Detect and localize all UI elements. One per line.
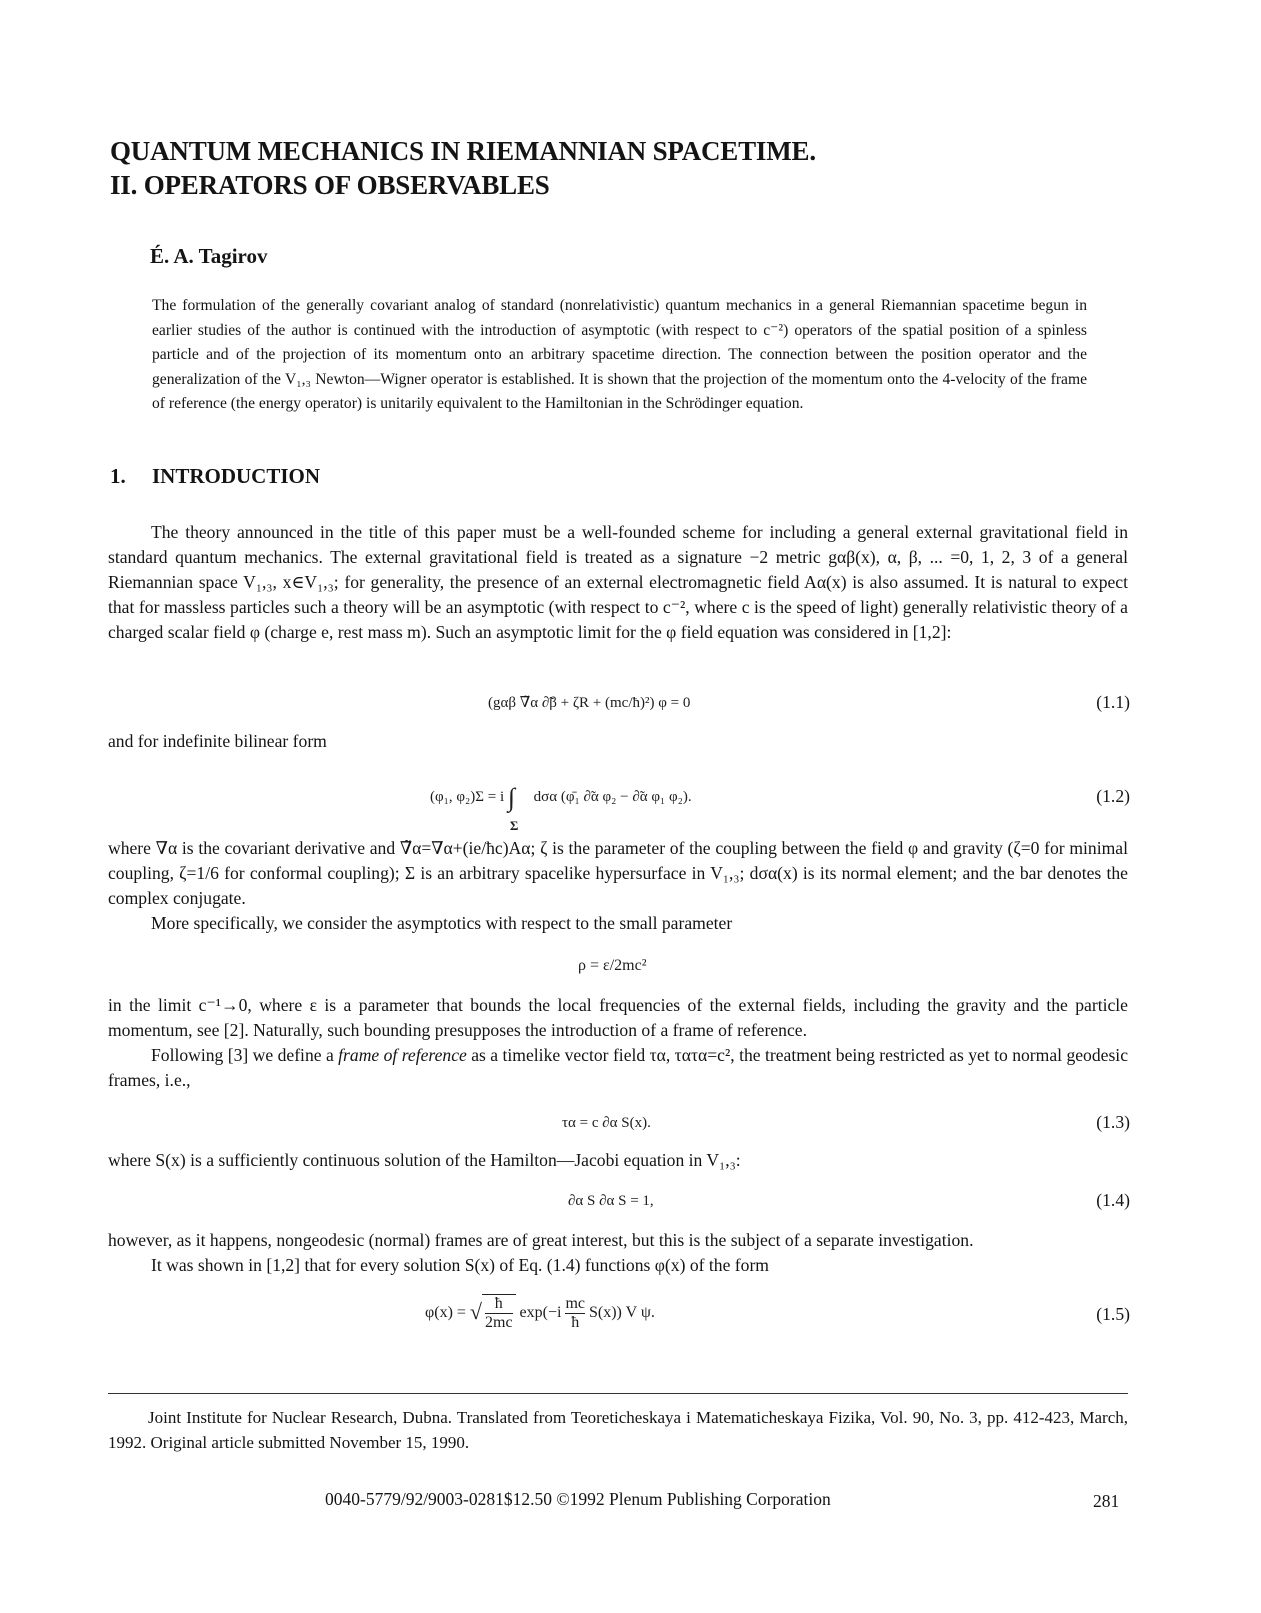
paragraph-5: in the limit c⁻¹→0, where ε is a parameter that bounds the local frequencies of the external fields, including the gravity and the particle momentum, see [2]. Naturally, such bounding presupposes the introduction of a frame of reference. (108, 995, 1128, 1040)
equation-number-1-1: (1.1) (1096, 692, 1130, 712)
copyright-line: 0040-5779/92/9003-0281$12.50 ©1992 Plenum Publishing Corporation (325, 1489, 831, 1509)
footnote-divider (108, 1393, 1128, 1394)
root-radicand (482, 1294, 516, 1332)
exp-denominator: ħ (565, 1313, 585, 1332)
equation-1-5-tail: S(x)) V ψ. (589, 1304, 655, 1322)
equation-number-1-3: (1.3) (1096, 1112, 1130, 1132)
equation-1-1: (gαβ ∇̃α ∂̃β + ζR + (mc/ħ)²) φ = 0 (488, 695, 691, 711)
equation-number-1-4: (1.4) (1096, 1190, 1130, 1210)
equation-1-3: τα = c ∂α S(x). (562, 1115, 651, 1131)
footnote: Joint Institute for Nuclear Research, Dubna. Translated from Teoreticheskaya i Matematicheskaya Fizika, Vol. 90, No. 3, pp. 412-423, March, 1992. Original article submitted November 15, 1990. (108, 1408, 1128, 1452)
paragraph-8: however, as it happens, nongeodesic (normal) frames are of great interest, but this is the subject of a separate investigation. (108, 1230, 974, 1250)
paragraph-6-post: as a timelike vector field τα, τατα=c², the treatment being restricted as yet to normal geodesic frames, i.e., (108, 1045, 1128, 1090)
equation-1-5 (425, 1294, 655, 1332)
equation-1-2-lhs: (φ₁, φ₂)Σ = i (430, 789, 505, 805)
equation-1-5-exp: exp(−i (519, 1304, 562, 1322)
paragraph-2: and for indefinite bilinear form (108, 731, 327, 751)
section-title: INTRODUCTION (152, 464, 321, 488)
section-number: 1. (110, 464, 126, 488)
paper-title (110, 134, 816, 202)
root-fraction (485, 1295, 513, 1332)
exp-numerator: mc (565, 1295, 585, 1312)
equation-number-1-2: (1.2) (1096, 786, 1130, 806)
paragraph-9: It was shown in [1,2] that for every solution S(x) of Eq. (1.4) functions φ(x) of the form (151, 1255, 769, 1275)
paragraph-6 (108, 1043, 1128, 1093)
page-number: 281 (1093, 1491, 1120, 1511)
author-name: É. A. Tagirov (150, 244, 268, 268)
paragraph-6-pre: Following [3] we define a (151, 1045, 339, 1065)
paragraph-6-emphasis: frame of reference (338, 1045, 467, 1065)
integral-subscript: Σ (509, 818, 519, 833)
title-line-1: QUANTUM MECHANICS IN RIEMANNIAN SPACETIME. (110, 136, 816, 166)
paragraph-1: The theory announced in the title of this paper must be a well-founded scheme for including a general external gravitational field in standard quantum mechanics. The external gravitational field is treated as a signature −2 metric gαβ(x), α, β, ... =0, 1, 2, 3 of a general Riemannian space V₁,₃, x∈V₁,₃; for generality, the presence of an external electromagnetic field Aα(x) is also assumed. It is natural to expect that for massless particles such a theory will be an asymptotic (with respect to c⁻², where c is the speed of light) generally relativistic theory of a charged scalar field φ (charge e, rest mass m). Such an asymptotic limit for the φ field equation was considered in [1,2]: (108, 522, 1128, 642)
equation-number-1-5: (1.5) (1096, 1304, 1130, 1324)
integral-glyph: ∫ (507, 783, 515, 812)
root-numerator: ħ (494, 1295, 503, 1312)
abstract: The formulation of the generally covariant analog of standard (nonrelativistic) quantum mechanics in a general Riemannian spacetime begun in earlier studies of the author is continued with the introduction of asymptotic (with respect to c⁻²) operators of the spatial position of a spinless particle and of the projection of its momentum onto an arbitrary spacetime direction. The connection between the position operator and the generalization of the V₁,₃ Newton—Wigner operator is established. It is shown that the projection of the momentum onto the 4-velocity of the frame of reference (the energy operator) is unitarily equivalent to the Hamiltonian in the Schrödinger equation. (152, 297, 1087, 413)
root-sign: √ (469, 1299, 482, 1325)
root-denominator: 2mc (485, 1314, 513, 1331)
equation-1-2-rhs: dσα (φ̄₁ ∂̃α φ₂ − ∂̃α φ₁ φ₂). (533, 789, 692, 805)
equation-1-5-lhs: φ(x) = (425, 1304, 470, 1322)
paragraph-7: where S(x) is a sufficiently continuous solution of the Hamilton—Jacobi equation in V₁,₃: (108, 1150, 741, 1170)
equation-rho: ρ = ε/2mc² (578, 957, 647, 974)
exp-fraction (565, 1295, 585, 1332)
integral-sign (507, 783, 530, 833)
paragraph-3: where ∇α is the covariant derivative and ∇̃α=∇α+(ie/ħc)Aα; ζ is the parameter of the coupling between the field φ and gravity (ζ=0 for minimal coupling, ζ=1/6 for conformal coupling); Σ is an arbitrary spacelike hypersurface in V₁,₃; dσα(x) is its normal element; and the bar denotes the complex conjugate. (108, 838, 1128, 908)
equation-1-2 (430, 783, 692, 833)
paragraph-4: More specifically, we consider the asymptotics with respect to the small parameter (151, 913, 733, 933)
equation-1-4: ∂α S ∂α S = 1, (568, 1193, 654, 1209)
section-heading (110, 464, 320, 489)
title-line-2: II. OPERATORS OF OBSERVABLES (110, 170, 550, 200)
